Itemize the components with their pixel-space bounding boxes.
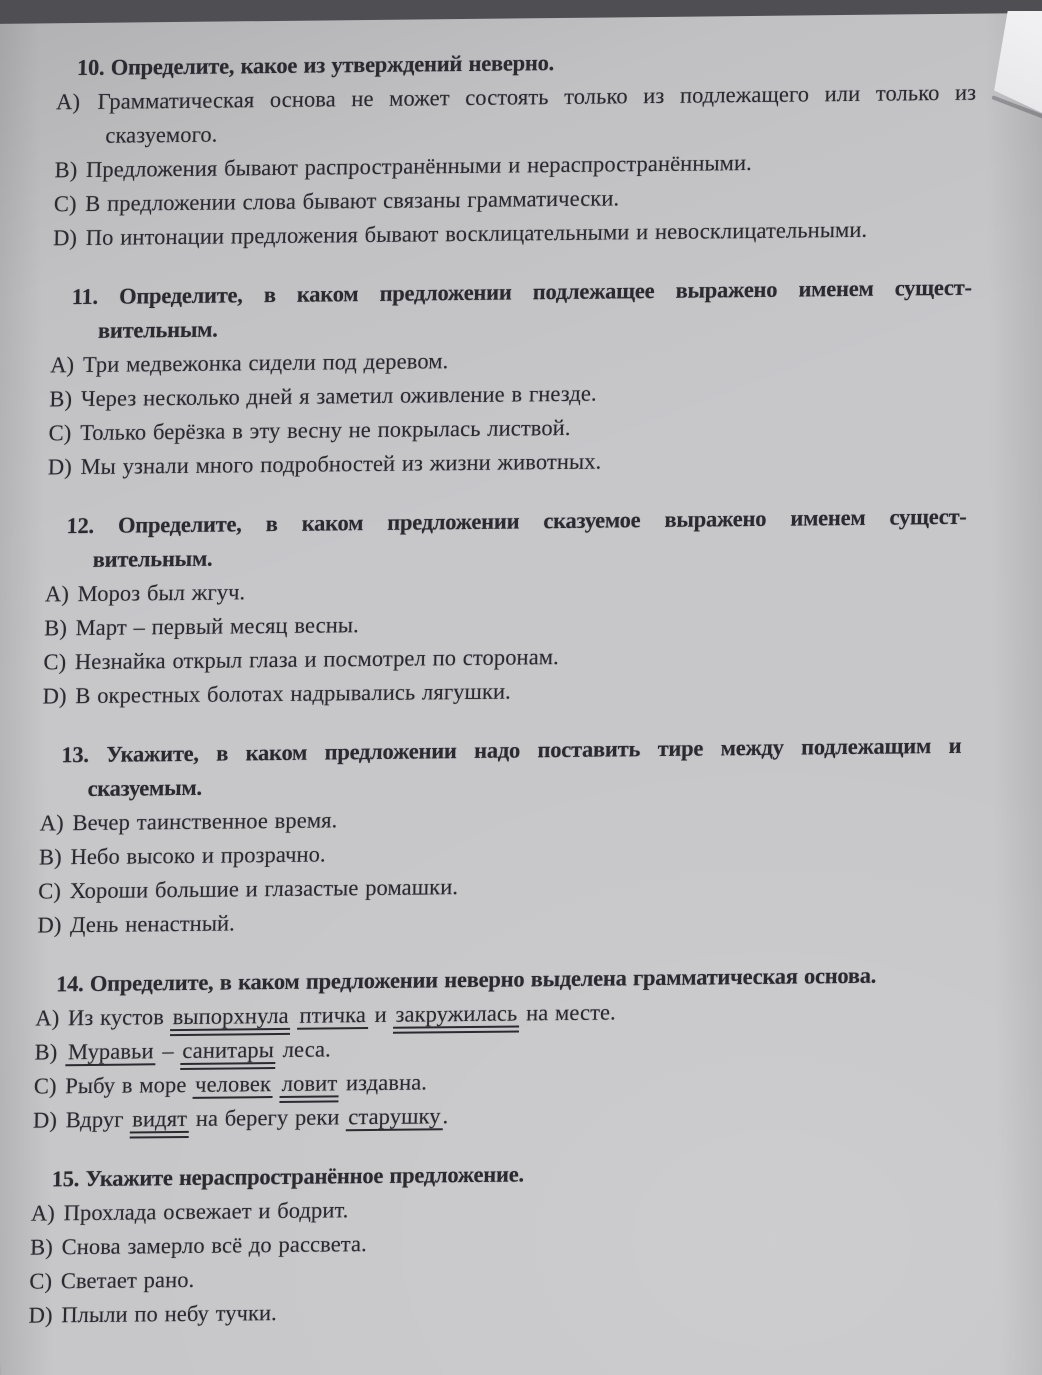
- option-text-segment: Только берёзка в эту весну не покрылась листвой.: [79, 414, 571, 446]
- option-label: D): [42, 683, 67, 709]
- question-prompt-text: Укажите нераспространённое предложение.: [85, 1161, 525, 1192]
- underlined-double-word: видят: [130, 1106, 190, 1139]
- question-prompt-text: Определите, в каком предложении неверно выделена грамматическая основа.: [89, 962, 877, 996]
- option-label: B): [54, 157, 78, 183]
- option-text-segment: Через несколько дней я заметил оживление в гнезде.: [80, 380, 598, 412]
- option-label: D): [28, 1302, 53, 1328]
- option-text-segment: Прохлада освежает и бодрит.: [63, 1197, 349, 1226]
- question-block: [37, 729, 962, 943]
- option-text-segment: Март – первый месяц весны.: [75, 612, 360, 641]
- option-text-segment: Небо высоко и прозрачно.: [70, 841, 327, 870]
- option-label: A): [49, 352, 75, 378]
- question-heading-continuation: вительным.: [92, 545, 213, 572]
- option-text-segment: Вечер таинственное время.: [72, 807, 338, 836]
- option-label: C): [29, 1268, 53, 1294]
- question-number: 12.: [66, 512, 95, 539]
- question-prompt-text: Определите, в каком предложении сказуемое выражено именем сущест-: [117, 503, 967, 538]
- option-label: D): [47, 454, 73, 480]
- option-text-segment: Три медвежонка сидели под деревом.: [82, 348, 449, 378]
- option-text-segment: В окрестных болотах надрывались лягушки.: [75, 678, 512, 709]
- question-number: 11.: [71, 283, 99, 310]
- option-text-segment: на месте.: [519, 999, 617, 1026]
- option-text-segment: Незнайка открыл глаза и посмотрел по сторонам.: [74, 644, 560, 675]
- option-text-segment: леса.: [275, 1036, 332, 1063]
- option-text-segment: –: [155, 1038, 181, 1064]
- option-label: D): [52, 225, 78, 251]
- option-text-segment: Рыбу в море: [65, 1071, 194, 1099]
- option-text-segment: издавна.: [339, 1069, 428, 1096]
- underlined-single-word: человек: [193, 1071, 273, 1099]
- underlined-double-word: закружилась: [393, 1000, 520, 1033]
- underlined-double-word: выпорхнула: [170, 1003, 291, 1036]
- option-text-segment: .: [442, 1103, 449, 1129]
- questions-container: [0, 14, 986, 1359]
- option-label: A): [44, 581, 70, 607]
- option-label: C): [38, 878, 62, 904]
- option-text-segment: Мороз был жгуч.: [77, 579, 246, 607]
- question-block: [48, 271, 973, 485]
- underlined-double-word: санитары: [180, 1037, 276, 1070]
- option-label: A): [39, 810, 65, 836]
- option-label: C): [48, 420, 72, 446]
- option-text-segment: Хороши большие и глазастые ромашки.: [69, 874, 459, 904]
- option-text-segment: сказуемого.: [105, 121, 218, 148]
- question-heading-continuation: сказуемым.: [87, 774, 203, 801]
- option-label: B): [43, 615, 68, 641]
- option-label: B): [34, 1039, 58, 1065]
- option-label: A): [30, 1200, 56, 1226]
- question-number: 10.: [76, 54, 105, 81]
- underlined-single-word: Муравьи: [66, 1038, 156, 1066]
- option-label: B): [49, 386, 73, 412]
- option-label: B): [29, 1234, 54, 1260]
- paper-sheet: [0, 13, 1042, 1375]
- question-block: [33, 958, 957, 1138]
- option-label: D): [37, 912, 62, 938]
- option-text-segment: По интонации предложения бывают восклицательными и невосклицательными.: [85, 216, 868, 250]
- option-text-segment: В предложении слова бывают связаны грамматически.: [85, 185, 620, 216]
- question-number: 13.: [61, 741, 90, 768]
- option-text-segment: и: [367, 1001, 394, 1028]
- option-label: C): [53, 191, 77, 217]
- option-text-segment: Плыли по небу тучки.: [61, 1300, 278, 1328]
- option-text-segment: Предложения бывают распространёнными и нераспространёнными.: [85, 149, 753, 182]
- option-text-segment: Из кустов: [67, 1004, 172, 1031]
- option-label: C): [33, 1073, 57, 1099]
- underlined-single-word: птичка: [297, 1002, 368, 1030]
- option-label: C): [43, 649, 67, 675]
- question-block: [42, 500, 967, 714]
- option-label: D): [32, 1107, 58, 1133]
- option-label: A): [55, 89, 81, 115]
- question-prompt-text: Определите, какое из утверждений неверно.: [110, 50, 555, 80]
- question-block: [53, 42, 978, 256]
- option-label: B): [38, 844, 63, 870]
- underlined-double-word: ловит: [279, 1070, 339, 1103]
- option-text-segment: День ненастный.: [69, 910, 236, 938]
- option-text-segment: Грамматическая основа не может состоять только из подлежащего или только из: [97, 79, 977, 114]
- question-number: 15.: [51, 1166, 80, 1192]
- option-text-segment: на берегу реки: [188, 1104, 347, 1131]
- underlined-single-word: старушку: [346, 1103, 443, 1131]
- question-number: 14.: [55, 971, 84, 997]
- question-heading-continuation: вительным.: [97, 316, 218, 343]
- question-prompt-text: Укажите, в каком предложении надо поставить тире между подлежащим и: [106, 732, 962, 767]
- question-block: [28, 1153, 952, 1333]
- option-text-segment: Светает рано.: [60, 1266, 195, 1294]
- option-label: A): [35, 1005, 60, 1031]
- option-text-segment: Мы узнали много подробностей из жизни животных.: [80, 448, 602, 480]
- option-text-segment: Вдруг: [65, 1106, 131, 1133]
- option-text-segment: Снова замерло всё до рассвета.: [61, 1231, 368, 1260]
- question-prompt-text: Определите, в каком предложении подлежащее выражено именем сущест-: [118, 274, 973, 309]
